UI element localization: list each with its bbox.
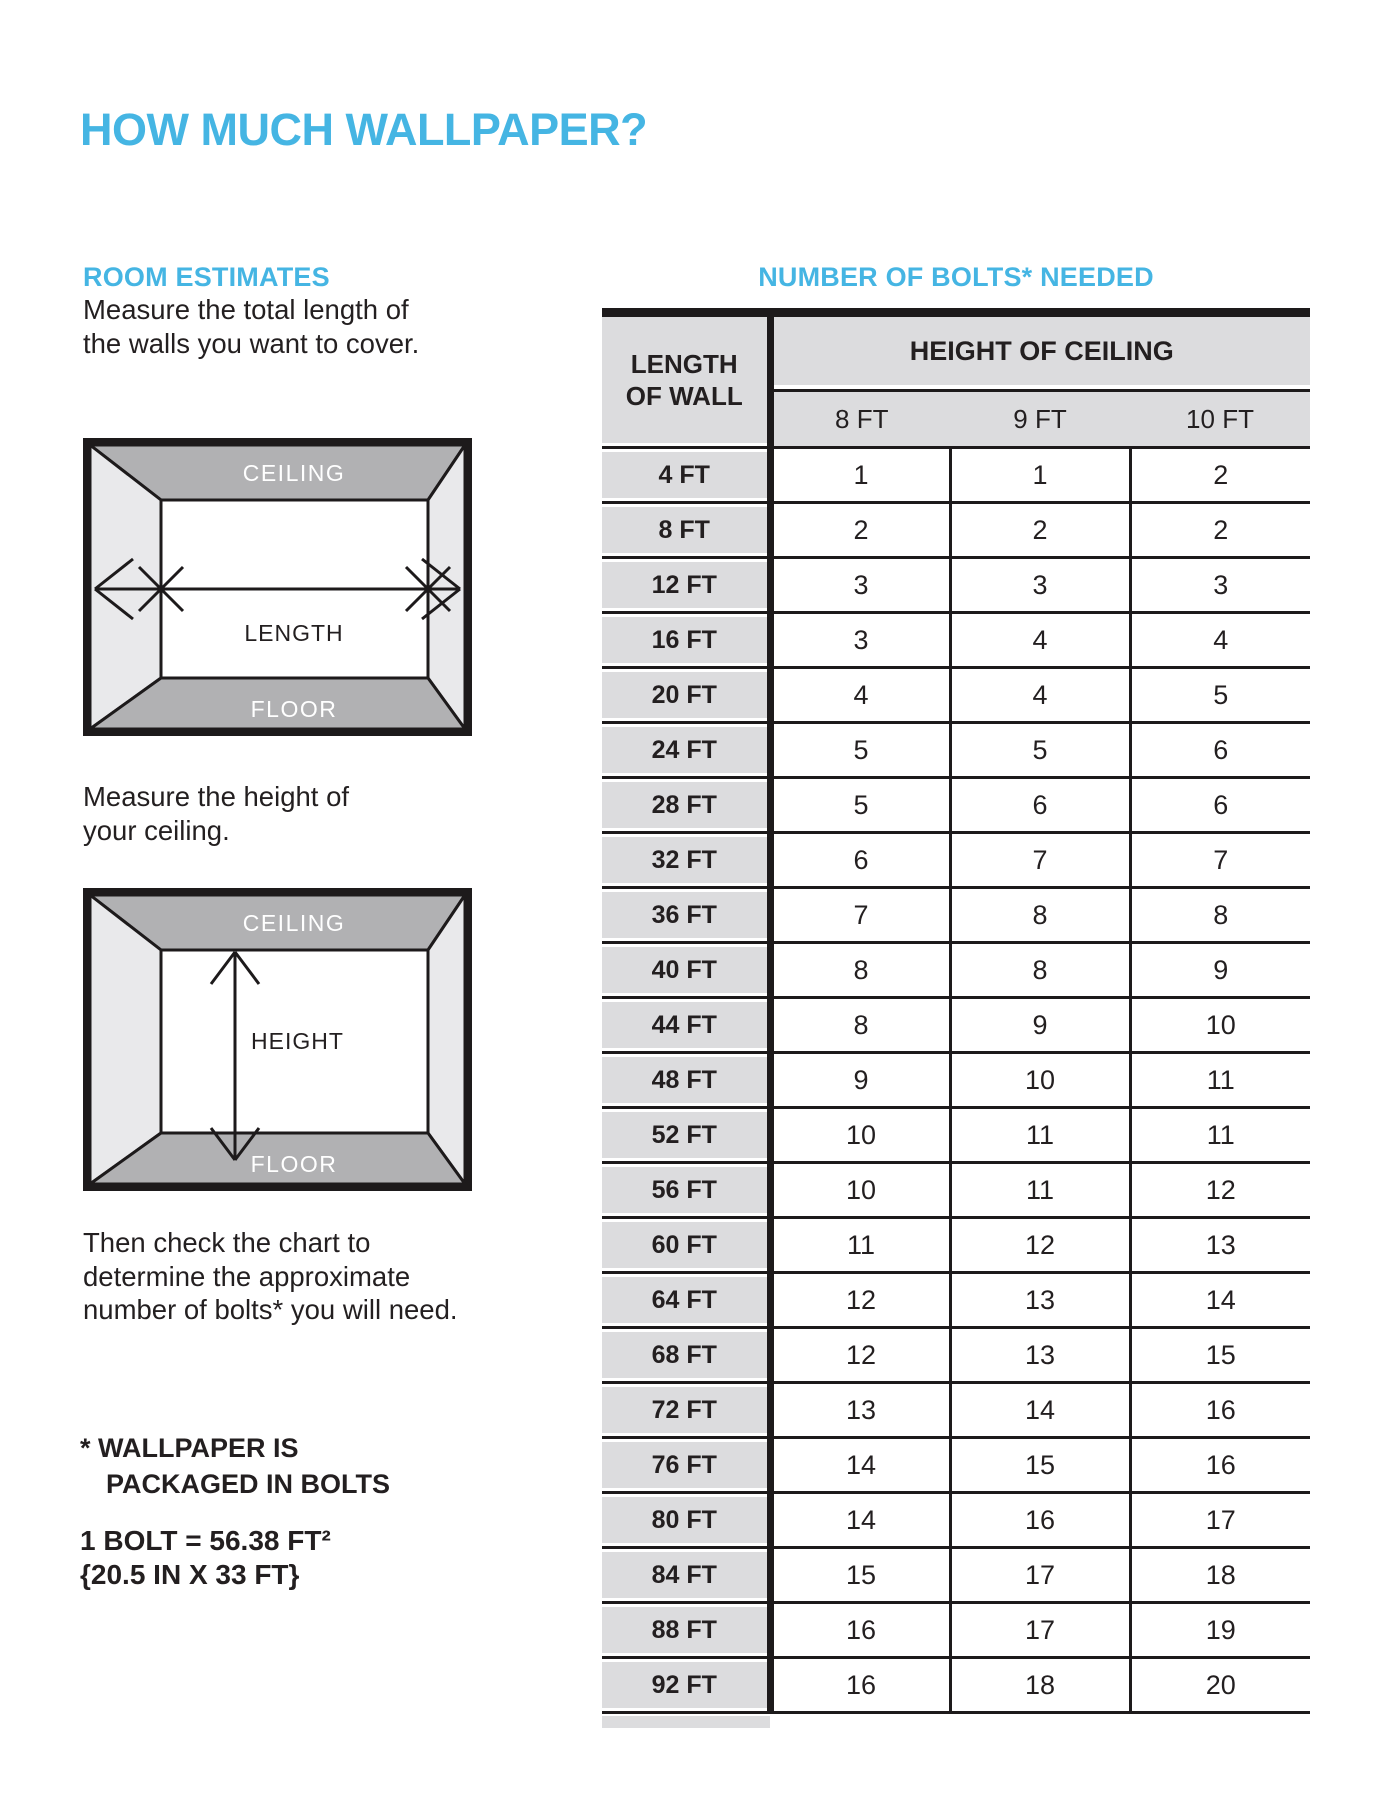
step3-line2: determine the approximate [83,1260,411,1292]
wall-length-label: 52 FT [602,1112,767,1158]
wall-length-cell [602,1548,770,1603]
height-room-diagram [83,888,472,1191]
bolts-value-cell: 1 [950,448,1130,503]
ceiling-label: CEILING [242,910,346,936]
wall-length-cell [602,668,770,723]
wall-length-cell [602,448,770,503]
table-row [602,668,1310,723]
ceiling-label: CEILING [242,460,346,486]
bolts-value-cell: 8 [770,943,950,998]
room-estimates-heading: ROOM ESTIMATES [83,262,330,292]
bolts-value-cell: 16 [950,1493,1130,1548]
bolts-value-cell: 10 [770,1108,950,1163]
col-header-8ft: 8 FT [770,391,950,448]
bolts-value-cell: 14 [770,1493,950,1548]
bolts-table-body [602,448,1310,1713]
bolts-value-cell: 4 [770,668,950,723]
bolts-value-cell: 6 [1130,723,1310,778]
bolts-value-cell: 9 [1130,943,1310,998]
wall-length-label: 12 FT [602,562,767,608]
wall-length-label: 36 FT [602,892,767,938]
wall-length-cell [602,778,770,833]
bolts-table [602,308,1310,1714]
bolts-value-cell: 5 [770,778,950,833]
step1-instruction [83,293,419,361]
wall-length-label: 24 FT [602,727,767,773]
bolts-value-cell: 14 [950,1383,1130,1438]
bolts-value-cell: 12 [1130,1163,1310,1218]
bolts-value-cell: 15 [770,1548,950,1603]
height-dimension-label: HEIGHT [251,1028,344,1054]
wallpaper-bolts-footnote [80,1430,390,1502]
bolts-value-cell: 11 [1130,1053,1310,1108]
bolts-value-cell: 3 [950,558,1130,613]
bolts-value-cell: 10 [1130,998,1310,1053]
label-column-stub [602,1716,770,1728]
bolts-value-cell: 4 [1130,613,1310,668]
bolts-value-cell: 18 [1130,1548,1310,1603]
bolts-value-cell: 15 [950,1438,1130,1493]
table-row [602,1053,1310,1108]
bolts-value-cell: 12 [950,1218,1130,1273]
bolts-value-cell: 3 [770,558,950,613]
height-of-ceiling-header-bg: HEIGHT OF CEILING [774,317,1311,385]
bolts-value-cell: 13 [950,1273,1130,1328]
step2-instruction [83,780,349,848]
bolts-value-cell: 16 [1130,1438,1310,1493]
wall-length-cell [602,1438,770,1493]
wall-length-cell [602,1383,770,1438]
bolts-value-cell: 4 [950,668,1130,723]
floor-label: FLOOR [250,696,338,722]
bolts-value-cell: 15 [1130,1328,1310,1383]
table-row [602,943,1310,998]
bolts-value-cell: 17 [1130,1493,1310,1548]
wall-length-label: 56 FT [602,1167,767,1213]
wall-length-label: 48 FT [602,1057,767,1103]
wall-length-label: 16 FT [602,617,767,663]
table-row [602,503,1310,558]
wall-length-label: 68 FT [602,1332,767,1378]
table-row [602,558,1310,613]
bolts-table-wrapper [602,308,1310,1728]
step3-line1: Then check the chart to [83,1227,371,1258]
bolts-value-cell: 8 [1130,888,1310,943]
wall-length-label: 72 FT [602,1387,767,1433]
wall-length-cell [602,613,770,668]
corner-header-line2: OF WALL [625,381,743,411]
wall-length-cell [602,833,770,888]
wall-length-cell [602,998,770,1053]
table-row [602,1108,1310,1163]
wall-length-cell [602,1163,770,1218]
wall-length-label: 92 FT [602,1662,767,1708]
table-row [602,1163,1310,1218]
bolt-equivalence-line2: {20.5 IN X 33 FT} [80,1559,300,1590]
bolts-value-cell: 17 [950,1603,1130,1658]
step2-line1: Measure the height of [83,781,350,812]
bolts-value-cell: 16 [1130,1383,1310,1438]
bolts-value-cell: 9 [950,998,1130,1053]
wall-length-cell [602,1108,770,1163]
wall-length-label: 84 FT [602,1552,767,1598]
table-row [602,998,1310,1053]
bolts-value-cell: 4 [950,613,1130,668]
table-row [602,613,1310,668]
bolts-value-cell: 2 [950,503,1130,558]
bolts-value-cell: 8 [950,888,1130,943]
step1-line1: Measure the total length of [83,294,409,325]
bolts-needed-heading: NUMBER OF BOLTS* NEEDED [758,262,1154,292]
table-row [602,1328,1310,1383]
bolts-value-cell: 11 [950,1163,1130,1218]
step3-instruction [83,1226,458,1327]
table-row [602,1603,1310,1658]
wall-length-cell [602,1273,770,1328]
height-of-ceiling-header [770,313,1310,391]
footnote-line2: PACKAGED IN BOLTS [106,1469,391,1499]
corner-header-line1: LENGTH [630,349,738,379]
table-row [602,1218,1310,1273]
bolts-value-cell: 12 [770,1328,950,1383]
bolts-value-cell: 13 [770,1383,950,1438]
floor-label: FLOOR [250,1151,338,1177]
length-of-wall-header-bg [602,317,767,443]
bolts-value-cell: 2 [1130,448,1310,503]
length-dimension-label: LENGTH [244,620,344,646]
wall-length-cell [602,1053,770,1108]
table-row [602,1383,1310,1438]
bolts-value-cell: 14 [1130,1273,1310,1328]
bolts-value-cell: 14 [770,1438,950,1493]
wall-length-cell [602,723,770,778]
bolt-equivalence-line1: 1 BOLT = 56.38 FT² [80,1525,331,1556]
table-row [602,1273,1310,1328]
table-row [602,1548,1310,1603]
bolts-value-cell: 9 [770,1053,950,1108]
wall-length-label: 40 FT [602,947,767,993]
col-header-9ft: 9 FT [950,391,1130,448]
wall-length-label: 8 FT [602,507,767,553]
wall-length-cell [602,1218,770,1273]
wall-length-cell [602,1328,770,1383]
bolts-value-cell: 17 [950,1548,1130,1603]
wall-length-cell [602,943,770,998]
bolts-value-cell: 1 [770,448,950,503]
col-header-10ft: 10 FT [1130,391,1310,448]
step2-line2: your ceiling. [83,815,230,846]
length-of-wall-header [602,313,770,448]
step3-line3: number of bolts* you will need. [83,1294,458,1325]
table-row [602,1493,1310,1548]
table-row [602,778,1310,833]
bolts-value-cell: 7 [770,888,950,943]
bolts-value-cell: 2 [1130,503,1310,558]
page-title: HOW MUCH WALLPAPER? [80,104,648,156]
wall-length-cell [602,558,770,613]
wall-length-label: 20 FT [602,672,767,718]
table-row [602,1438,1310,1493]
table-row [602,448,1310,503]
wall-length-label: 76 FT [602,1442,767,1488]
wall-length-cell [602,1658,770,1713]
bolts-value-cell: 10 [770,1163,950,1218]
bolts-value-cell: 20 [1130,1658,1310,1713]
wall-length-cell [602,888,770,943]
table-row [602,888,1310,943]
bolts-value-cell: 7 [950,833,1130,888]
bolts-value-cell: 6 [770,833,950,888]
wall-length-label: 88 FT [602,1607,767,1653]
table-row [602,833,1310,888]
wall-length-label: 80 FT [602,1497,767,1543]
bolts-value-cell: 5 [770,723,950,778]
footnote-line1: * WALLPAPER IS [80,1433,299,1463]
table-row [602,1658,1310,1713]
bolts-value-cell: 11 [1130,1108,1310,1163]
bolts-value-cell: 11 [950,1108,1130,1163]
bolts-value-cell: 5 [950,723,1130,778]
bolts-value-cell: 8 [770,998,950,1053]
wall-length-cell [602,503,770,558]
bolts-value-cell: 16 [770,1658,950,1713]
wall-length-cell [602,1493,770,1548]
length-room-diagram [83,438,472,736]
bolts-value-cell: 6 [950,778,1130,833]
bolts-value-cell: 5 [1130,668,1310,723]
wall-length-label: 32 FT [602,837,767,883]
wall-length-cell [602,1603,770,1658]
step1-line2: the walls you want to cover. [83,328,420,359]
bolts-value-cell: 8 [950,943,1130,998]
bolts-value-cell: 18 [950,1658,1130,1713]
wall-length-label: 60 FT [602,1222,767,1268]
bolts-value-cell: 12 [770,1273,950,1328]
bolts-value-cell: 11 [770,1218,950,1273]
wall-length-label: 44 FT [602,1002,767,1048]
bolt-equivalence-note [80,1524,331,1592]
group-header-row [602,313,1310,391]
bolts-value-cell: 19 [1130,1603,1310,1658]
bolts-value-cell: 7 [1130,833,1310,888]
bolts-value-cell: 3 [1130,558,1310,613]
table-row [602,723,1310,778]
bolts-value-cell: 13 [950,1328,1130,1383]
bolts-value-cell: 6 [1130,778,1310,833]
bolts-value-cell: 10 [950,1053,1130,1108]
bolts-value-cell: 13 [1130,1218,1310,1273]
wall-length-label: 64 FT [602,1277,767,1323]
wall-length-label: 4 FT [602,452,767,498]
bolts-value-cell: 16 [770,1603,950,1658]
bolts-value-cell: 3 [770,613,950,668]
wall-length-label: 28 FT [602,782,767,828]
bolts-value-cell: 2 [770,503,950,558]
